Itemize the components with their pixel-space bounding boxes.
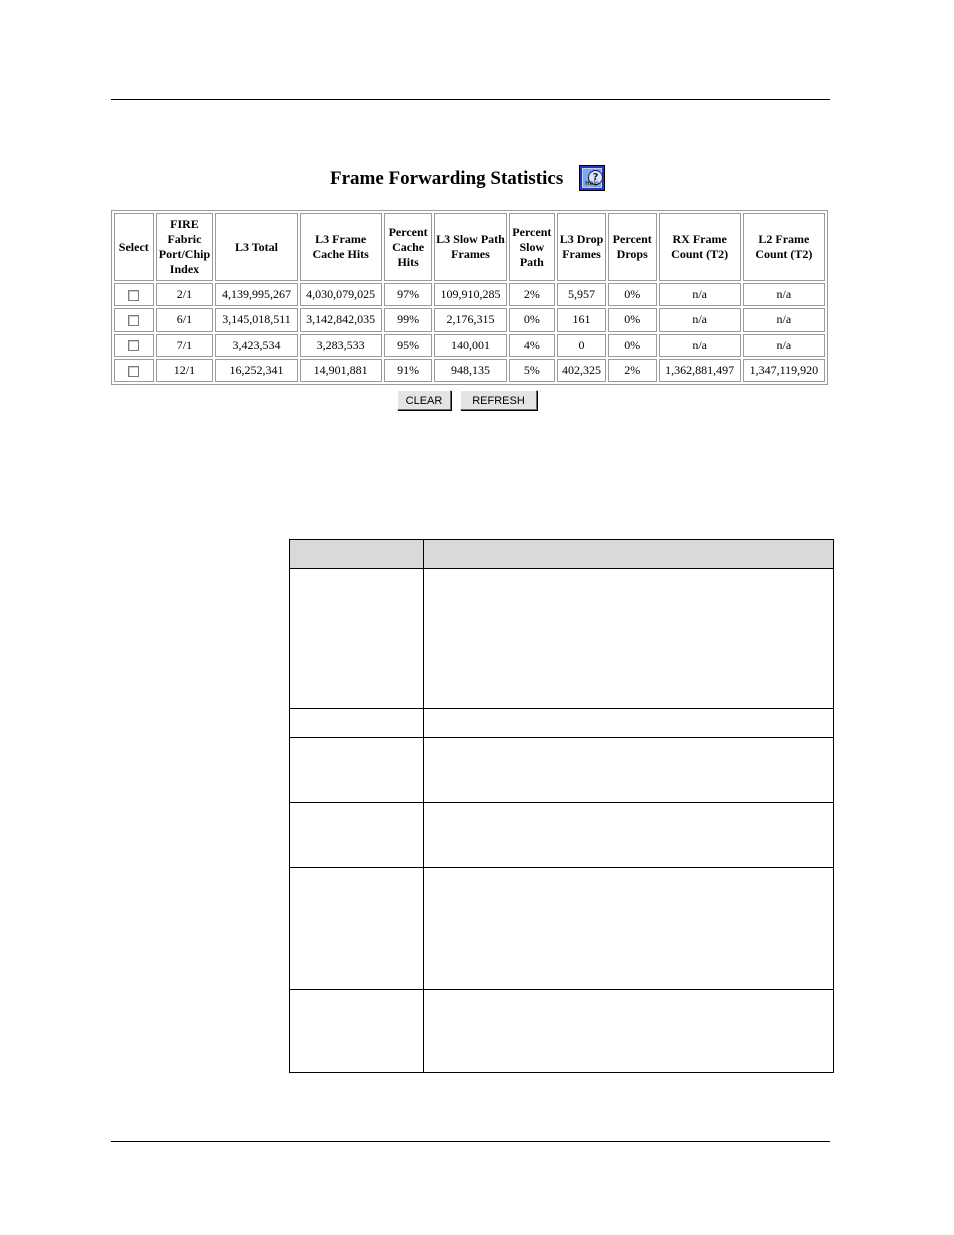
refresh-button[interactable]: REFRESH [460, 390, 537, 410]
description-text-cell [424, 990, 834, 1073]
cell-percent-drops: 0% [608, 308, 657, 331]
stats-header-row [114, 213, 825, 281]
select-checkbox[interactable] [128, 290, 139, 301]
cell-percent-drops: 0% [608, 334, 657, 357]
help-icon[interactable] [579, 165, 605, 191]
select-cell [114, 359, 154, 382]
select-checkbox[interactable] [128, 315, 139, 326]
table-row [290, 738, 834, 803]
page-title: Frame Forwarding Statistics [330, 168, 564, 189]
cell-slow-path: 109,910,285 [434, 283, 506, 306]
cell-l2-count: n/a [743, 334, 825, 357]
description-header-row [290, 540, 834, 569]
help-icon-face [582, 168, 602, 188]
help-label: Help [585, 180, 599, 187]
description-field-cell [290, 990, 424, 1073]
cell-percent-cache: 91% [384, 359, 433, 382]
cell-rx-count: 1,362,881,497 [659, 359, 741, 382]
description-field-cell [290, 709, 424, 738]
cell-rx-count: n/a [659, 308, 741, 331]
select-cell [114, 308, 154, 331]
cell-rx-count: n/a [659, 334, 741, 357]
cell-l2-count: n/a [743, 308, 825, 331]
help-question-glyph: ? [588, 170, 603, 185]
cell-percent-slow: 5% [509, 359, 556, 382]
cell-cache-hits: 3,283,533 [300, 334, 382, 357]
cell-l2-count: n/a [743, 283, 825, 306]
table-row [290, 569, 834, 709]
header-l2-frame-count: L2 Frame Count (T2) [743, 213, 825, 281]
header-select: Select [114, 213, 154, 281]
table-row [114, 283, 825, 306]
table-row [290, 709, 834, 738]
header-rx-frame-count: RX Frame Count (T2) [659, 213, 741, 281]
cell-rx-count: n/a [659, 283, 741, 306]
cell-drops: 402,325 [557, 359, 606, 382]
description-text-cell [424, 738, 834, 803]
cell-cache-hits: 14,901,881 [300, 359, 382, 382]
cell-percent-drops: 2% [608, 359, 657, 382]
table-row [290, 990, 834, 1073]
select-cell [114, 334, 154, 357]
table-row [114, 359, 825, 382]
description-header-description [424, 540, 834, 569]
cell-drops: 161 [557, 308, 606, 331]
cell-slow-path: 948,135 [434, 359, 506, 382]
description-text-cell [424, 803, 834, 868]
header-l3-total: L3 Total [215, 213, 297, 281]
table-row [114, 334, 825, 357]
description-field-cell [290, 569, 424, 709]
header-percent-slow-path: Percent Slow Path [509, 213, 556, 281]
description-field-cell [290, 738, 424, 803]
cell-l3-total: 16,252,341 [215, 359, 297, 382]
select-checkbox[interactable] [128, 366, 139, 377]
title-bar [0, 165, 954, 195]
cell-percent-slow: 0% [509, 308, 556, 331]
cell-index: 12/1 [156, 359, 214, 382]
cell-percent-cache: 99% [384, 308, 433, 331]
description-text-cell [424, 709, 834, 738]
table-row [290, 803, 834, 868]
header-percent-drops: Percent Drops [608, 213, 657, 281]
description-text-cell [424, 569, 834, 709]
description-table [289, 539, 834, 1073]
header-percent-cache-hits: Percent Cache Hits [384, 213, 433, 281]
cell-drops: 0 [557, 334, 606, 357]
cell-cache-hits: 4,030,079,025 [300, 283, 382, 306]
cell-index: 2/1 [156, 283, 214, 306]
cell-l3-total: 3,423,534 [215, 334, 297, 357]
cell-percent-drops: 0% [608, 283, 657, 306]
header-drop-frames: L3 Drop Frames [557, 213, 606, 281]
cell-percent-cache: 95% [384, 334, 433, 357]
clear-button[interactable]: CLEAR [397, 390, 451, 410]
cell-percent-slow: 2% [509, 283, 556, 306]
cell-l3-total: 4,139,995,267 [215, 283, 297, 306]
description-field-cell [290, 803, 424, 868]
cell-l3-total: 3,145,018,511 [215, 308, 297, 331]
cell-index: 6/1 [156, 308, 214, 331]
cell-cache-hits: 3,142,842,035 [300, 308, 382, 331]
cell-drops: 5,957 [557, 283, 606, 306]
header-cache-hits: L3 Frame Cache Hits [300, 213, 382, 281]
header-fire-index: FIRE Fabric Port/Chip Index [156, 213, 214, 281]
select-cell [114, 283, 154, 306]
description-header-field [290, 540, 424, 569]
cell-l2-count: 1,347,119,920 [743, 359, 825, 382]
table-row [290, 868, 834, 990]
table-row [114, 308, 825, 331]
top-rule [111, 99, 830, 100]
select-checkbox[interactable] [128, 340, 139, 351]
cell-slow-path: 140,001 [434, 334, 506, 357]
description-text-cell [424, 868, 834, 990]
cell-percent-slow: 4% [509, 334, 556, 357]
header-slow-path-frames: L3 Slow Path Frames [434, 213, 506, 281]
action-buttons [0, 390, 954, 412]
frame-forwarding-stats-table [111, 210, 828, 385]
cell-slow-path: 2,176,315 [434, 308, 506, 331]
description-field-cell [290, 868, 424, 990]
bottom-rule [111, 1141, 830, 1142]
cell-index: 7/1 [156, 334, 214, 357]
cell-percent-cache: 97% [384, 283, 433, 306]
